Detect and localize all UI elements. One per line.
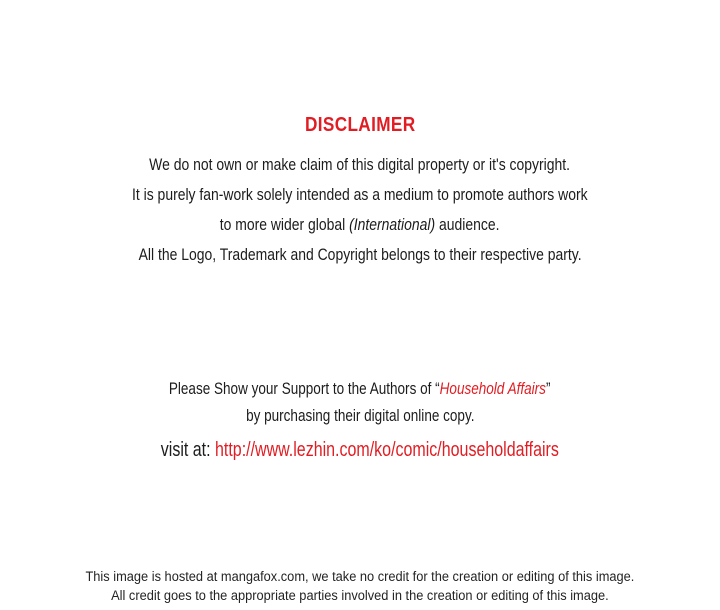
line3-text-pre: to more wider global xyxy=(220,215,350,234)
disclaimer-line-1: We do not own or make claim of this digital property or it's copyright. xyxy=(149,155,571,174)
disclaimer-text-block xyxy=(0,150,720,270)
title-row xyxy=(0,112,720,138)
visit-label: visit at: xyxy=(160,439,216,461)
line3-international-italic: (International) xyxy=(349,215,436,234)
footer-line-1: This image is hosted at mangafox.com, we take no credit for the creation or editing of this image. xyxy=(85,569,635,584)
hosting-credit-footer xyxy=(0,567,720,605)
visit-row xyxy=(0,436,720,464)
disclaimer-line-3 xyxy=(0,210,720,240)
support-line-2: by purchasing their digital online copy. xyxy=(245,407,475,425)
support-line-1 xyxy=(0,376,720,403)
footer-line-2: All credit goes to the appropriate parties involved in the creation or editing of this image. xyxy=(111,588,609,603)
disclaimer-title: DISCLAIMER xyxy=(304,114,416,136)
support-text-pre: Please Show your Support to the Authors of “ xyxy=(169,380,440,398)
series-title: Household Affairs xyxy=(439,380,547,398)
line3-text-post: audience. xyxy=(435,215,500,234)
support-text-post: ” xyxy=(546,380,551,398)
lezhin-comic-link[interactable]: http://www.lezhin.com/ko/comic/householdaffairs xyxy=(215,439,560,461)
support-text-block xyxy=(0,376,720,430)
disclaimer-line-4: All the Logo, Trademark and Copyright belongs to their respective party. xyxy=(138,245,582,264)
disclaimer-line-2: It is purely fan-work solely intended as a medium to promote authors work xyxy=(132,185,588,204)
